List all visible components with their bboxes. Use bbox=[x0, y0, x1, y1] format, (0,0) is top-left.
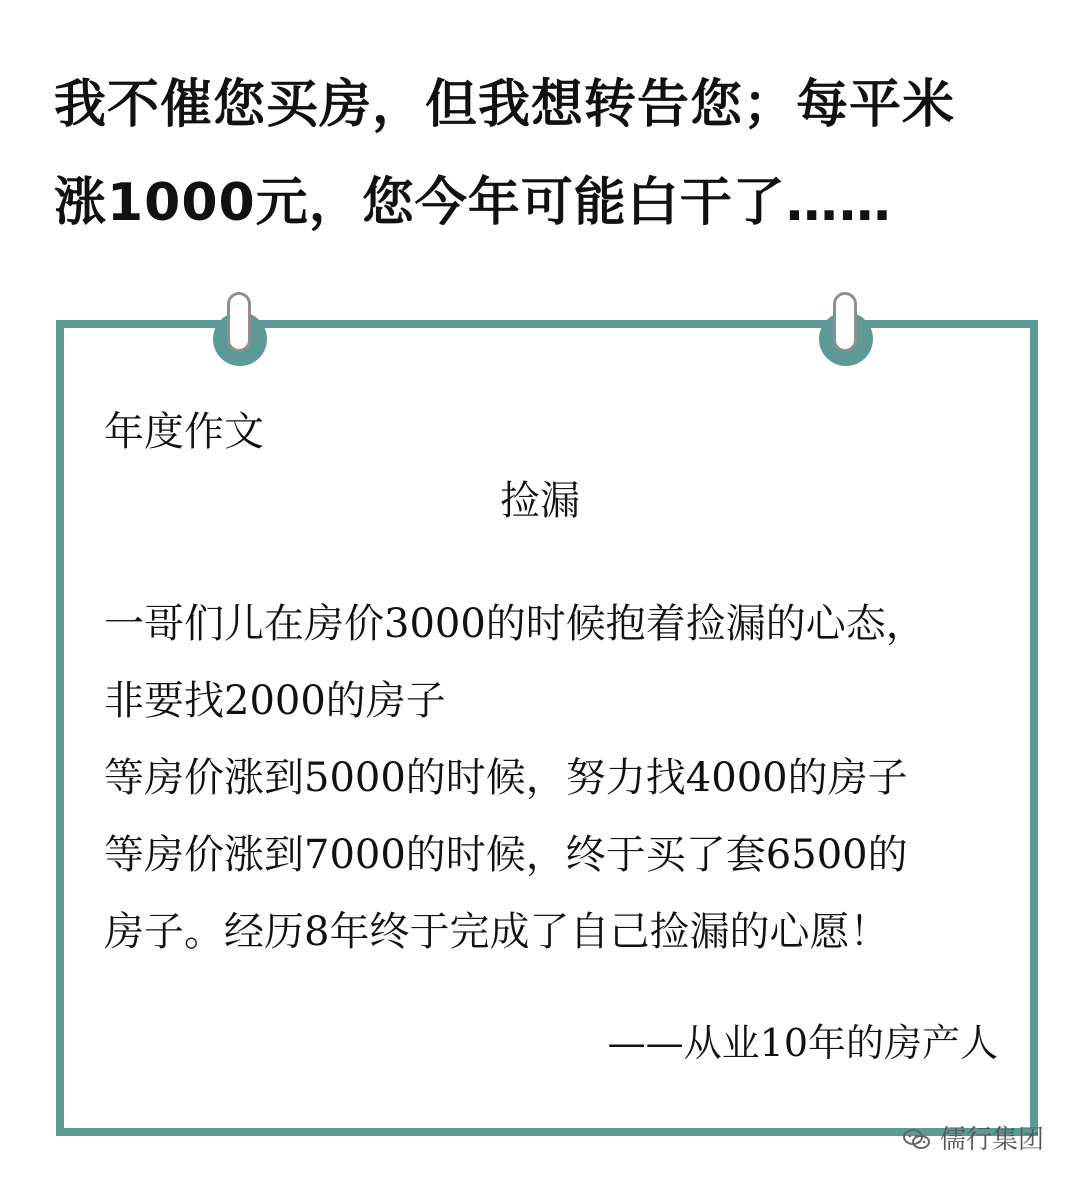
essay-line-4: 等房价涨到7000的时候，终于买了套6500的 bbox=[104, 832, 908, 878]
essay-kicker: 年度作文 bbox=[104, 409, 264, 455]
right-binder-hook bbox=[833, 292, 857, 352]
headline-line-2: 涨1000元，您今年可能白干了…… bbox=[54, 173, 892, 233]
essay-title: 捡漏 bbox=[500, 478, 580, 524]
essay-signature: ——从业10年的房产人 bbox=[607, 1021, 998, 1065]
essay-line-2: 非要找2000的房子 bbox=[104, 678, 446, 724]
brand-watermark bbox=[902, 1120, 1044, 1160]
left-binder-hook bbox=[227, 292, 251, 352]
essay-line-1: 一哥们儿在房价3000的时候抱着捡漏的心态， bbox=[104, 601, 926, 647]
essay-body bbox=[104, 586, 1004, 971]
essay-line-3: 等房价涨到5000的时候，努力找4000的房子 bbox=[104, 755, 908, 801]
wechat-icon bbox=[902, 1127, 932, 1153]
headline-line-1: 我不催您买房，但我想转告您；每平米 bbox=[54, 75, 956, 135]
headline bbox=[54, 56, 1044, 252]
brand-name: 儒行集团 bbox=[939, 1125, 1044, 1155]
essay-line-5: 房子。经历8年终于完成了自己捡漏的心愿！ bbox=[104, 909, 890, 955]
